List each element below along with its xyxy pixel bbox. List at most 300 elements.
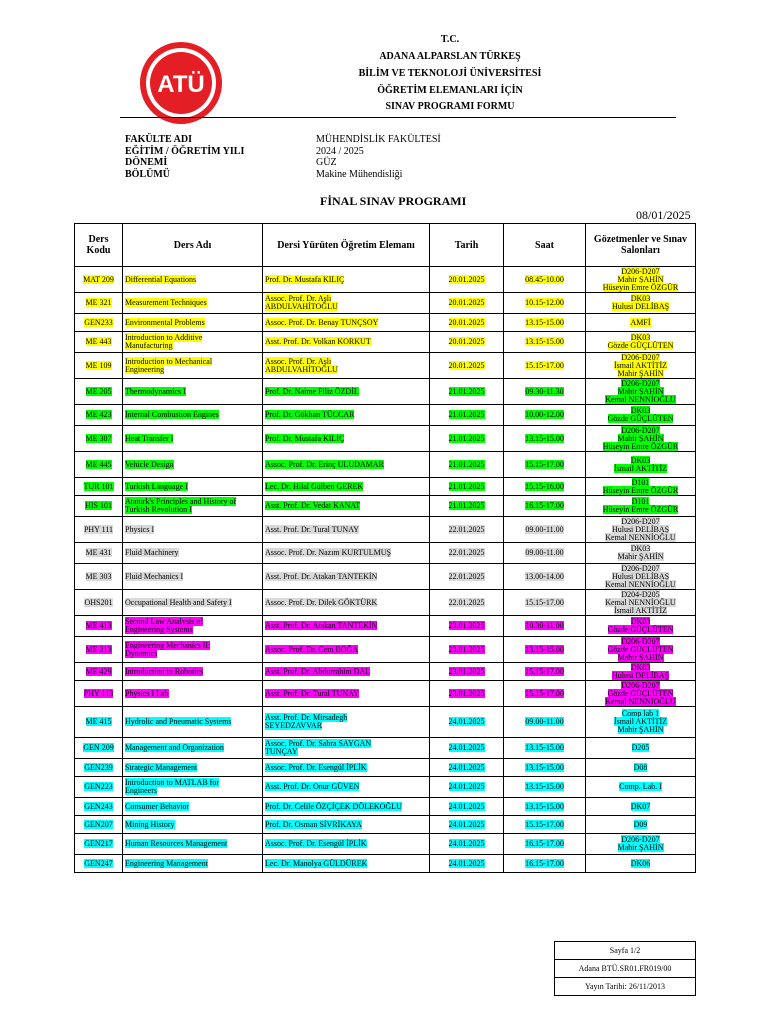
cell-date (430, 738, 504, 759)
cell-text: 13.15-15.00 (525, 433, 564, 443)
cell-time (504, 267, 586, 293)
cell-text: Comp lab 1 İsmail AKTİTİZ Mahir ŞAHİN (613, 709, 668, 734)
cell-text: D206-D207 Gözde GÜÇLÜTEN Mahir ŞAHİN (607, 636, 674, 662)
cell-rooms (586, 738, 696, 759)
cell-rooms (586, 517, 696, 543)
cell-code (75, 855, 123, 873)
cell-name (123, 834, 263, 855)
column-header: Gözetmenler ve Sınav Salonları (586, 224, 696, 267)
cell-text: Environmental Problems (125, 317, 205, 327)
cell-date (430, 637, 504, 663)
cell-name (123, 543, 263, 564)
cell-code (75, 405, 123, 426)
cell-text: Prof. Dr. Mustafa KILIÇ (265, 274, 345, 284)
cell-lecturer (263, 637, 430, 663)
header-line: T.C. (440, 34, 460, 45)
cell-text: 22.01.2025 (448, 571, 485, 581)
cell-time (504, 834, 586, 855)
cell-name (123, 738, 263, 759)
cell-lecturer (263, 798, 430, 816)
cell-text: D206-D207 Gözde GÜÇLÜTEN Kemal NENNİOĞLU (605, 680, 676, 706)
cell-rooms (586, 564, 696, 590)
header-line: SINAV PROGRAMI FORMU (385, 101, 515, 112)
cell-lecturer (263, 855, 430, 873)
cell-date (430, 759, 504, 777)
column-header: Ders Adı (123, 224, 263, 267)
cell-text: D206-D207 Hulusi DELİBAŞ Kemal NENNİOĞLU (605, 563, 676, 589)
table-row (75, 855, 696, 873)
table-row (75, 543, 696, 564)
cell-text: D204-D205 Kemal NENNİOĞLU İsmail AKTİTİZ (605, 589, 676, 615)
cell-name (123, 663, 263, 681)
cell-name (123, 590, 263, 616)
cell-text: Assoc. Prof. Dr. Nazım KURTULMUŞ (265, 548, 391, 557)
cell-text: Asst. Prof. Dr. Abdurrahim DAL (265, 666, 371, 676)
cell-rooms (586, 590, 696, 616)
cell-text: GEN217 (84, 839, 113, 848)
cell-text: Lec. Dr. Manolya GÜLDÜREK (265, 858, 368, 868)
cell-time (504, 496, 586, 517)
cell-text: Prof. Dr. Mustafa KILIÇ (265, 433, 345, 443)
cell-text: ME 109 (85, 360, 112, 370)
cell-code (75, 426, 123, 452)
cell-text: 15.15-16.00 (525, 481, 564, 491)
cell-date (430, 681, 504, 707)
cell-name (123, 616, 263, 637)
cell-text: Introduction to MATLAB for Engineers (125, 778, 219, 795)
cell-name (123, 452, 263, 478)
cell-date (430, 353, 504, 379)
cell-name (123, 816, 263, 834)
cell-lecturer (263, 707, 430, 738)
cell-code (75, 564, 123, 590)
cell-code (75, 293, 123, 314)
cell-lecturer (263, 293, 430, 314)
cell-text: 24.01.2025 (448, 717, 485, 726)
logo-text: ATÜ (157, 71, 205, 98)
cell-text: Assoc. Prof. Dr. Aşlı ABDULVAHİTOĞLU (265, 294, 338, 311)
footer-page: Sayfa 1/2 (554, 941, 696, 960)
cell-text: Fluid Mechanics I (125, 571, 184, 581)
cell-lecturer (263, 379, 430, 405)
cell-text: DK03 Hulusi DELİBAŞ (611, 294, 670, 311)
info-value: GÜZ (316, 157, 337, 168)
cell-date (430, 478, 504, 496)
cell-text: 22.01.2025 (448, 597, 485, 607)
cell-text: Prof. Dr. Gökhan TÜCCAR (265, 410, 355, 419)
cell-text: 15.15-17.00 (525, 688, 564, 698)
cell-text: Assoc. Prof. Dr. Esengül İPLİK (265, 839, 367, 848)
cell-text: ME 443 (85, 337, 112, 346)
cell-text: DK03 Mahir ŞAHİN (617, 544, 664, 561)
cell-text: ME 205 (85, 386, 112, 396)
cell-rooms (586, 816, 696, 834)
column-header: Ders Kodu (75, 224, 123, 267)
cell-time (504, 379, 586, 405)
cell-text: DK03 Gözde GÜÇLÜTEN (607, 617, 674, 634)
column-header: Dersi Yürüten Öğretim Elemanı (263, 224, 430, 267)
cell-lecturer (263, 738, 430, 759)
table-row (75, 616, 696, 637)
cell-text: Measurement Techniques (125, 298, 207, 307)
cell-text: 13.15-15.00 (525, 743, 564, 752)
cell-lecturer (263, 616, 430, 637)
cell-text: 15.15-17.00 (525, 666, 564, 676)
cell-text: GEN247 (84, 858, 113, 868)
cell-text: AMFİ (630, 317, 651, 327)
cell-text: 13.15-15.00 (525, 762, 564, 772)
cell-name (123, 517, 263, 543)
cell-rooms (586, 496, 696, 517)
cell-text: 21.01.2025 (448, 410, 485, 419)
cell-text: 20.01.2025 (448, 298, 485, 307)
cell-text: 21.01.2025 (448, 433, 485, 443)
table-row (75, 314, 696, 332)
cell-text: Consumer Behavior (125, 801, 190, 811)
cell-time (504, 798, 586, 816)
cell-name (123, 798, 263, 816)
cell-name (123, 353, 263, 379)
table-header-row (75, 224, 696, 267)
cell-name (123, 681, 263, 707)
cell-time (504, 681, 586, 707)
cell-text: PHY 111 (83, 524, 114, 534)
cell-time (504, 332, 586, 353)
cell-code (75, 452, 123, 478)
cell-text: ME 429 (85, 666, 112, 676)
cell-name (123, 314, 263, 332)
cell-text: D206-D207 Mahir ŞAHİN Hüseyin Emre ÖZGÜR (602, 266, 679, 292)
cell-rooms (586, 332, 696, 353)
cell-time (504, 759, 586, 777)
cell-text: 23.01.2025 (448, 621, 485, 630)
cell-text: 24.01.2025 (448, 762, 485, 772)
cell-text: D206-D207 Hulusi DELİBAŞ Kemal NENNİOĞLU (605, 516, 676, 542)
cell-text: 15.15-17.00 (525, 360, 564, 370)
cell-text: DK03 Gözde GÜÇLÜTEN (607, 333, 674, 350)
cell-name (123, 759, 263, 777)
cell-code (75, 834, 123, 855)
cell-text: ME 415 (85, 717, 112, 726)
cell-text: GEN239 (84, 762, 113, 772)
cell-code (75, 332, 123, 353)
cell-text: Strategic Management (125, 762, 198, 772)
cell-code (75, 478, 123, 496)
cell-code (75, 517, 123, 543)
cell-text: Fluid Machinery (125, 548, 179, 557)
cell-text: Management and Organization (125, 743, 224, 752)
cell-lecturer (263, 517, 430, 543)
cell-text: Prof. Dr. Osman SİVRİKAYA (265, 819, 362, 829)
table-row (75, 517, 696, 543)
cell-text: Introduction to Robotics (125, 666, 204, 676)
cell-code (75, 637, 123, 663)
column-header: Saat (504, 224, 586, 267)
cell-text: ME 303 (85, 571, 112, 581)
cell-rooms (586, 478, 696, 496)
cell-date (430, 834, 504, 855)
cell-text: D206-D207 Mahir ŞAHİN Kemal NENNİOĞLU (605, 378, 676, 404)
cell-name (123, 855, 263, 873)
cell-rooms (586, 293, 696, 314)
info-label: EĞİTİM / ÖĞRETİM YILI (125, 146, 245, 157)
cell-text: 23.01.2025 (448, 666, 485, 676)
cell-text: 08.45-10.00 (525, 274, 564, 284)
cell-text: MAT 209 (83, 274, 114, 284)
cell-text: 21.01.2025 (448, 459, 485, 469)
cell-name (123, 496, 263, 517)
cell-text: ME 213 (85, 644, 112, 654)
cell-date (430, 777, 504, 798)
cell-lecturer (263, 314, 430, 332)
table-row (75, 452, 696, 478)
cell-text: Assoc. Prof. Dr. Aşlı ABDULVAHİTOĞLU (265, 356, 338, 374)
cell-text: Asst. Prof. Dr. Tural TUNAY (265, 524, 360, 534)
cell-text: D205 (631, 743, 650, 752)
cell-text: ME 307 (85, 433, 112, 443)
cell-rooms (586, 267, 696, 293)
header-line: ADANA ALPARSLAN TÜRKEŞ (379, 51, 521, 62)
cell-time (504, 777, 586, 798)
cell-code (75, 267, 123, 293)
cell-text: Ataturk's Principles and History of Turkish Revolution I (125, 497, 237, 514)
cell-lecturer (263, 426, 430, 452)
cell-text: 21.01.2025 (448, 501, 485, 510)
cell-lecturer (263, 332, 430, 353)
cell-text: GEN207 (84, 819, 113, 829)
cell-time (504, 564, 586, 590)
table-row (75, 816, 696, 834)
cell-text: Comp. Lab. I (619, 782, 662, 791)
cell-date (430, 452, 504, 478)
cell-text: Asst. Prof. Dr. Vedat KANAT (265, 501, 361, 510)
table-row (75, 590, 696, 616)
cell-text: 22.01.2025 (448, 524, 485, 534)
cell-date (430, 405, 504, 426)
cell-rooms (586, 663, 696, 681)
cell-code (75, 707, 123, 738)
cell-text: ME 413 (85, 621, 112, 630)
cell-text: 10.15-12.00 (525, 298, 564, 307)
cell-text: DK03 Hulusi DELİBAŞ (611, 662, 670, 680)
cell-text: Asst. Prof. Dr. Mirsadegh SEYEDZAVVAR (265, 713, 348, 730)
cell-text: 13.15-15.00 (525, 317, 564, 327)
cell-text: Assoc. Prof. Dr. Esengül İPLİK (265, 762, 367, 772)
cell-time (504, 517, 586, 543)
cell-date (430, 590, 504, 616)
cell-text: 16.15-17.00 (525, 858, 564, 868)
cell-text: GEN 209 (83, 743, 114, 752)
cell-text: D09 (633, 819, 648, 829)
cell-time (504, 816, 586, 834)
cell-date (430, 496, 504, 517)
cell-text: Asst. Prof. Dr. Tural TUNAY (265, 688, 360, 698)
column-header: Tarih (430, 224, 504, 267)
cell-text: 10.30-11.00 (525, 621, 564, 630)
cell-text: Vehicle Design (125, 459, 174, 469)
cell-time (504, 478, 586, 496)
table-row (75, 267, 696, 293)
cell-rooms (586, 314, 696, 332)
cell-text: ME 423 (85, 410, 112, 419)
table-row (75, 707, 696, 738)
cell-text: 24.01.2025 (448, 839, 485, 848)
cell-text: TUR 101 (83, 481, 114, 491)
cell-date (430, 293, 504, 314)
header-line: ÖĞRETİM ELEMANLARI İÇİN (377, 85, 523, 96)
cell-name (123, 564, 263, 590)
info-label: FAKÜLTE ADI (125, 134, 192, 145)
cell-text: 20.01.2025 (448, 317, 485, 327)
cell-text: DK07 (630, 801, 651, 811)
header-divider (120, 117, 676, 118)
table-row (75, 798, 696, 816)
cell-text: Assoc. Prof. Dr. Erinç ULUDAMAR (265, 459, 384, 469)
cell-rooms (586, 707, 696, 738)
cell-text: Engineering Management (125, 858, 208, 868)
cell-lecturer (263, 564, 430, 590)
cell-rooms (586, 353, 696, 379)
cell-rooms (586, 616, 696, 637)
cell-text: 23.01.2025 (448, 644, 485, 654)
cell-text: 09.00-11.00 (525, 548, 564, 557)
cell-text: OHS201 (84, 597, 113, 607)
cell-date (430, 798, 504, 816)
cell-time (504, 353, 586, 379)
cell-lecturer (263, 681, 430, 707)
cell-date (430, 663, 504, 681)
cell-rooms (586, 452, 696, 478)
cell-text: 23.01.2025 (448, 688, 485, 698)
cell-time (504, 590, 586, 616)
cell-text: Human Resources Management (125, 839, 228, 848)
cell-text: Thermodynamics I (125, 386, 186, 396)
cell-text: 10.00-12.00 (525, 410, 564, 419)
cell-rooms (586, 855, 696, 873)
cell-rooms (586, 543, 696, 564)
cell-text: 13.00-14.00 (525, 571, 564, 581)
cell-text: Prof. Dr. Celile ÖZÇİÇEK DÖLEKOĞLU (265, 801, 402, 811)
info-value: MÜHENDİSLİK FAKÜLTESİ (316, 134, 441, 145)
cell-text: D206-D207 Mahir ŞAHİN Hüseyin Emre ÖZGÜR (602, 425, 679, 451)
cell-text: 13.15-15.00 (525, 644, 564, 654)
cell-text: 24.01.2025 (448, 782, 485, 791)
cell-code (75, 590, 123, 616)
info-value: Makine Mühendisliği (316, 169, 403, 180)
cell-text: 09.00-11.00 (525, 717, 564, 726)
cell-text: Assoc. Prof. Dr. Dilek GÖKTÜRK (265, 597, 378, 607)
cell-text: Physics I Lab (125, 688, 169, 698)
cell-text: GEN233 (84, 317, 113, 327)
cell-text: 24.01.2025 (448, 743, 485, 752)
cell-text: 09.00-11.00 (525, 524, 564, 534)
cell-time (504, 293, 586, 314)
cell-text: Heat Transfer I (125, 433, 174, 443)
header-line: BİLİM VE TEKNOLOJİ ÜNİVERSİTESİ (358, 68, 542, 79)
table-row (75, 293, 696, 314)
cell-text: 20.01.2025 (448, 274, 485, 284)
cell-text: Assoc. Prof. Dr. Cem BOĞA (265, 644, 359, 654)
cell-text: D206-D207 İsmail AKTİTİZ Mahir ŞAHİN (613, 352, 668, 378)
cell-text: ME 431 (85, 548, 112, 557)
table-row (75, 663, 696, 681)
table-row (75, 478, 696, 496)
cell-date (430, 426, 504, 452)
table-row (75, 353, 696, 379)
cell-name (123, 777, 263, 798)
cell-time (504, 426, 586, 452)
cell-text: D101 Hüseyin Emre ÖZGÜR (602, 497, 679, 514)
cell-name (123, 637, 263, 663)
cell-rooms (586, 405, 696, 426)
cell-name (123, 478, 263, 496)
cell-name (123, 405, 263, 426)
cell-date (430, 855, 504, 873)
cell-date (430, 707, 504, 738)
footer-publish-date: Yayın Tarihi: 26/11/2013 (554, 977, 696, 996)
cell-rooms (586, 798, 696, 816)
cell-date (430, 267, 504, 293)
cell-date (430, 564, 504, 590)
cell-text: Lec. Dr. Hilal Gülben GEREK (265, 481, 364, 491)
info-label: DÖNEMİ (125, 157, 168, 168)
cell-text: 20.01.2025 (448, 337, 485, 346)
cell-date (430, 543, 504, 564)
cell-text: ME 445 (85, 459, 112, 469)
cell-lecturer (263, 452, 430, 478)
cell-text: 24.01.2025 (448, 819, 485, 829)
cell-code (75, 663, 123, 681)
table-row (75, 426, 696, 452)
cell-code (75, 379, 123, 405)
table-row (75, 564, 696, 590)
cell-text: Introduction to Additive Manufacturing (125, 333, 203, 350)
cell-rooms (586, 759, 696, 777)
cell-text: 13.15-15.00 (525, 337, 564, 346)
cell-text: DK03 Gözde GÜÇLÜTEN (607, 406, 674, 423)
cell-time (504, 637, 586, 663)
cell-text: D206-D207 Mahir ŞAHİN (617, 835, 664, 852)
cell-text: Mining History (125, 819, 175, 829)
university-logo (138, 40, 224, 126)
cell-text: 21.01.2025 (448, 481, 485, 491)
cell-text: HIS 101 (85, 501, 112, 510)
cell-code (75, 353, 123, 379)
cell-text: 13.15-15.00 (525, 782, 564, 791)
cell-text: Occupational Health and Safety I (125, 597, 232, 607)
cell-time (504, 707, 586, 738)
cell-code (75, 738, 123, 759)
footer-form-code: Adana BTÜ.SR01.FR019/00 (554, 959, 696, 978)
cell-rooms (586, 681, 696, 707)
cell-rooms (586, 834, 696, 855)
cell-date (430, 314, 504, 332)
cell-lecturer (263, 405, 430, 426)
table-row (75, 834, 696, 855)
cell-code (75, 314, 123, 332)
cell-code (75, 543, 123, 564)
cell-text: 15.15-17.00 (525, 597, 564, 607)
cell-date (430, 816, 504, 834)
cell-code (75, 816, 123, 834)
cell-text: GEN223 (84, 782, 113, 791)
document-date: 08/01/2025 (636, 208, 691, 222)
cell-lecturer (263, 816, 430, 834)
cell-lecturer (263, 663, 430, 681)
cell-time (504, 855, 586, 873)
cell-text: PHY 113 (83, 688, 114, 698)
cell-lecturer (263, 590, 430, 616)
